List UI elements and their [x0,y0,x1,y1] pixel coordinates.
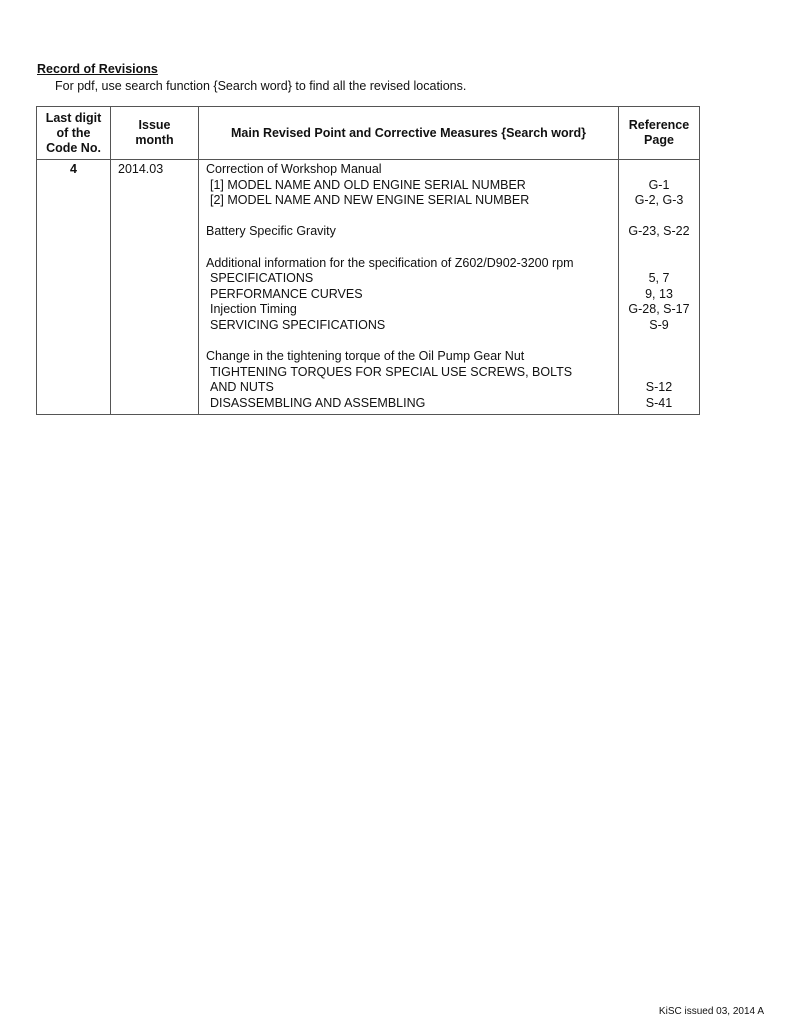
reference-page: S-41 [645,395,673,410]
header-issue-month-line: Issue [138,118,171,132]
reference-page: G-2, G-3 [634,193,684,208]
header-reference-page [619,107,700,160]
record-of-revisions-title: Record of Revisions [37,62,158,76]
revision-subitem: DISASSEMBLING AND ASSEMBLING [210,395,426,410]
spacer [206,334,618,350]
reference-page: S-9 [649,317,669,332]
revision-subitem: SERVICING SPECIFICATIONS [210,317,386,332]
issue-footer: KiSC issued 03, 2014 A [658,1006,764,1017]
spacer [619,240,699,256]
header-issue-month [111,107,199,160]
spacer [619,209,699,225]
revision-subitem: AND NUTS [210,380,274,395]
issue-month-cell [111,160,199,415]
reference-page [619,256,699,272]
reference-page: G-28, S-17 [628,302,690,317]
revision-subitem: SPECIFICATIONS [210,271,314,286]
header-issue-month-line: month [135,133,174,147]
spacer [206,240,618,256]
revision-subitem: [2] MODEL NAME AND NEW ENGINE SERIAL NUMBER [210,193,530,208]
header-reference-line: Reference [628,118,690,132]
revision-item: Correction of Workshop Manual [206,162,382,176]
reference-page [619,162,699,178]
table-row [37,160,700,415]
reference-page: 9, 13 [645,286,673,301]
reference-pages-cell [619,160,700,415]
reference-page: G-23, S-22 [628,224,690,239]
reference-page: G-1 [648,177,670,192]
spacer [206,209,618,225]
revision-subitem: PERFORMANCE CURVES [210,286,363,301]
reference-page: 5, 7 [648,271,670,286]
table-header-row [37,107,700,160]
revision-subitem: TIGHTENING TORQUES FOR SPECIAL USE SCREWS, BOLTS [210,364,573,379]
last-digit-value: 4 [70,162,77,176]
revision-points-list [199,160,618,414]
revision-subitem: [1] MODEL NAME AND OLD ENGINE SERIAL NUMBER [210,177,526,192]
issue-month-value: 2014.03 [118,162,164,176]
revision-item: Battery Specific Gravity [206,224,336,239]
revision-item: Change in the tightening torque of the Oil Pump Gear Nut [206,349,525,364]
header-last-digit-line: of the [56,125,91,140]
reference-page: S-12 [645,380,673,395]
header-main-revised-point: Main Revised Point and Corrective Measures {Search word} [199,107,619,160]
search-instruction: For pdf, use search function {Search word} to find all the revised locations. [55,79,467,93]
spacer [619,334,699,350]
reference-page [619,365,699,381]
last-digit-cell [37,160,111,415]
revision-points-cell [199,160,619,415]
header-reference-line: Page [644,133,674,147]
revisions-table [36,106,700,415]
revision-subitem: Injection Timing [210,302,297,317]
header-last-digit-line: Last digit [45,110,102,125]
header-last-digit-line: Code No. [46,140,101,155]
revision-item: Additional information for the specification of Z602/D902-3200 rpm [206,255,574,270]
header-last-digit [37,107,111,160]
reference-page [619,349,699,365]
reference-pages-list [619,160,699,414]
